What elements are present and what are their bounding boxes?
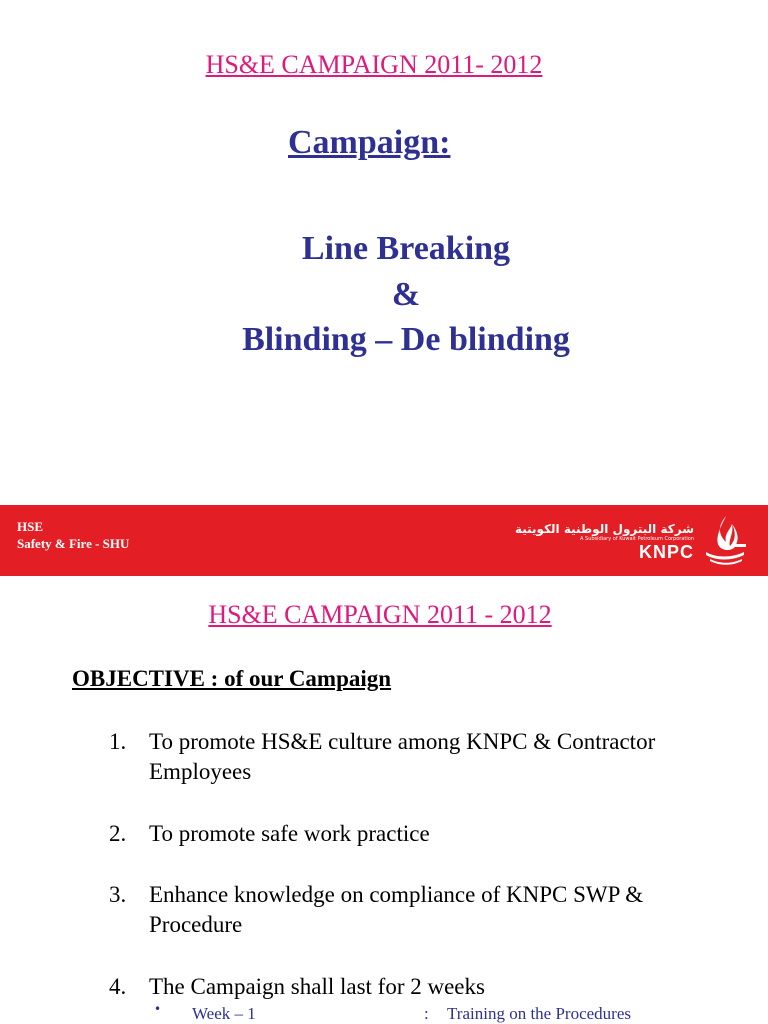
footer-band — [0, 505, 768, 576]
logo-text-block — [515, 522, 694, 561]
logo-arabic-name: شركة البترول الوطنية الكويتية — [514, 521, 694, 536]
list-item-number: 2. — [109, 821, 127, 846]
list-item-text: Enhance knowledge on compliance of KNPC SWP & Procedure — [149, 882, 644, 937]
list-item-text: To promote safe work practice — [149, 821, 430, 846]
campaign-heading: Campaign: — [288, 124, 451, 161]
list-item-number: 1. — [109, 729, 127, 754]
list-item-number: 3. — [109, 882, 127, 907]
colon-separator: : — [424, 1004, 429, 1023]
slide-2-title: HS&E CAMPAIGN 2011 - 2012 — [208, 600, 552, 629]
topic-line-1: Line Breaking — [301, 230, 511, 267]
week-label: Week – 1 — [192, 1004, 256, 1023]
list-item-number: 4. — [109, 974, 127, 999]
slide-1-title: HS&E CAMPAIGN 2011- 2012 — [205, 50, 543, 79]
list-item-text: To promote HS&E culture among KNPC & Contractor Employees — [149, 729, 656, 784]
logo-subtitle: A Subsidiary of Kuwait Petroleum Corporation — [580, 535, 694, 542]
slide-1 — [0, 0, 768, 505]
logo-knpc-name: KNPC — [638, 541, 694, 562]
list-item-text: The Campaign shall last for 2 weeks — [149, 974, 485, 999]
footer-hse-label: HSE — [17, 519, 44, 534]
knpc-logo — [515, 513, 748, 569]
slide-2 — [0, 576, 768, 1024]
footer-department-label: Safety & Fire - SHU — [17, 536, 130, 551]
topic-line-2: & — [391, 276, 421, 313]
bullet-icon: • — [154, 1002, 162, 1016]
objective-heading: OBJECTIVE : of our Campaign — [72, 666, 392, 691]
flame-icon — [702, 514, 748, 568]
topic-line-3: Blinding – De blinding — [242, 321, 570, 358]
week-description: Training on the Procedures — [447, 1004, 631, 1023]
